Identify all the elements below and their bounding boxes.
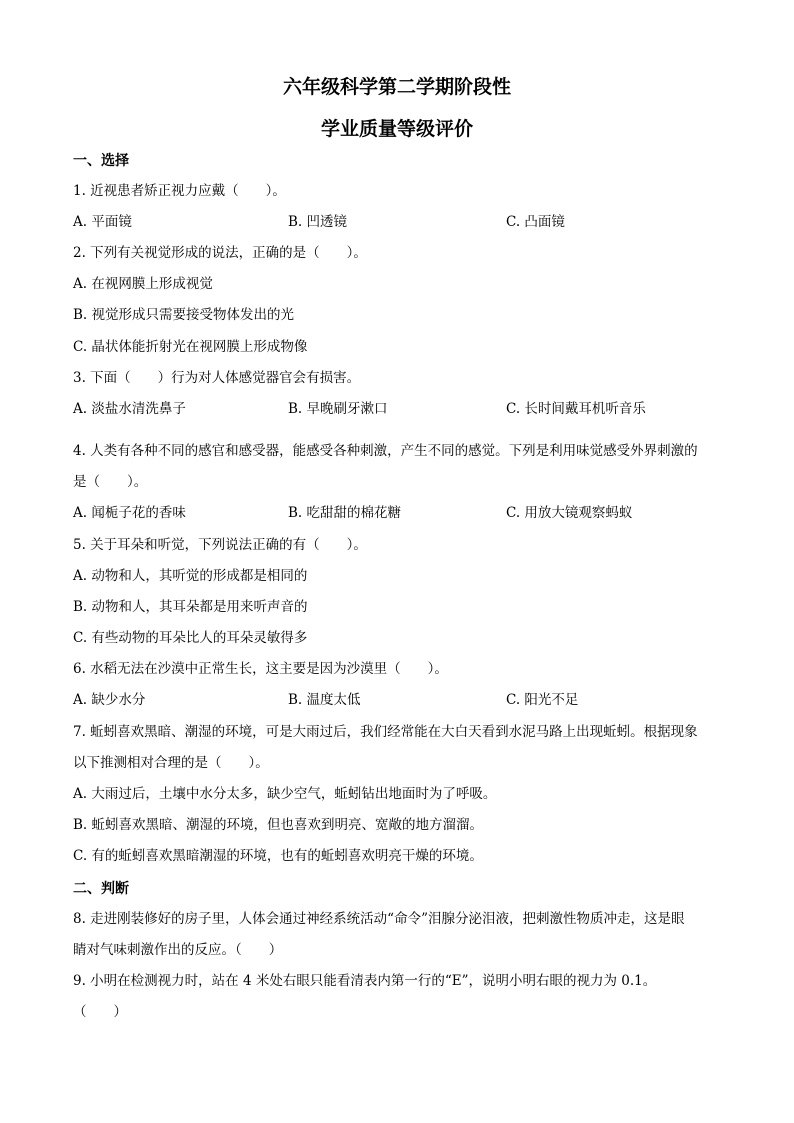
question-3-stem: 3. 下面（ ）行为对人体感觉器官会有损害。 — [73, 370, 361, 386]
question-8-line2: 睛对气味刺激作出的反应。（ ） — [73, 942, 283, 958]
question-6-option-a: A. 缺少水分 — [73, 692, 146, 708]
question-1-option-b: B. 凹透镜 — [288, 214, 348, 230]
question-6-stem: 6. 水稻无法在沙漠中正常生长，这主要是因为沙漠里（ ）。 — [73, 661, 448, 677]
question-4-option-a: A. 闻栀子花的香味 — [73, 505, 186, 521]
page-subtitle: 学业质量等级评价 — [320, 118, 473, 140]
question-7-option-a: A. 大雨过后，土壤中水分太多，缺少空气，蚯蚓钻出地面时为了呼吸。 — [73, 786, 497, 802]
question-7-stem-line1: 7. 蚯蚓喜欢黑暗、潮湿的环境，可是大雨过后，我们经常能在大白天看到水泥马路上出现蚯蚓。根据现象 — [73, 724, 698, 740]
question-2-option-b: B. 视觉形成只需要接受物体发出的光 — [73, 307, 295, 323]
question-9-line2: （ ） — [73, 1004, 127, 1020]
question-4-stem-line2: 是（ ）。 — [73, 474, 148, 490]
page-title: 六年级科学第二学期阶段性 — [282, 76, 511, 98]
question-2-option-a: A. 在视网膜上形成视觉 — [73, 276, 213, 292]
question-3-option-a: A. 淡盐水清洗鼻子 — [73, 401, 186, 417]
question-7-stem-line2: 以下推测相对合理的是（ ）。 — [73, 755, 269, 771]
section-heading-judge: 二、判断 — [73, 881, 129, 897]
question-5-option-c: C. 有些动物的耳朵比人的耳朵灵敏得多 — [73, 630, 308, 646]
question-1-option-a: A. 平面镜 — [73, 214, 132, 230]
question-4-stem-line1: 4. 人类有各种不同的感官和感受器，能感受各种刺激，产生不同的感觉。下列是利用味觉感受外界刺激的 — [73, 443, 698, 459]
question-4-option-c: C. 用放大镜观察蚂蚁 — [506, 505, 633, 521]
question-2-option-c: C. 晶状体能折射光在视网膜上形成物像 — [73, 339, 308, 355]
question-5-option-a: A. 动物和人，其听觉的形成都是相同的 — [73, 568, 308, 584]
question-1-option-c: C. 凸面镜 — [506, 214, 565, 230]
question-9-line1: 9. 小明在检测视力时，站在 4 米处右眼只能看清表内第一行的“E”，说明小明右眼的视力为 0.1。 — [73, 973, 657, 989]
question-8-line1: 8. 走进刚装修好的房子里，人体会通过神经系统活动“命令”泪腺分泌泪液，把刺激性物质冲走，这是眼 — [73, 911, 685, 927]
section-heading-choice: 一、选择 — [73, 153, 129, 169]
question-4-option-b: B. 吃甜甜的棉花糖 — [288, 505, 402, 521]
question-2-stem: 2. 下列有关视觉形成的说法，正确的是（ ）。 — [73, 245, 367, 261]
question-3-option-b: B. 早晚刷牙漱口 — [288, 401, 388, 417]
question-5-stem: 5. 关于耳朵和听觉，下列说法正确的有（ ）。 — [73, 537, 367, 553]
question-5-option-b: B. 动物和人，其耳朵都是用来听声音的 — [73, 599, 308, 615]
question-6-option-c: C. 阳光不足 — [506, 692, 579, 708]
question-7-option-b: B. 蚯蚓喜欢黑暗、潮湿的环境，但也喜欢到明亮、宽敞的地方溜溜。 — [73, 817, 484, 833]
question-3-option-c: C. 长时间戴耳机听音乐 — [506, 401, 646, 417]
question-7-option-c: C. 有的蚯蚓喜欢黑暗潮湿的环境，也有的蚯蚓喜欢明亮干燥的环境。 — [73, 848, 483, 864]
question-6-option-b: B. 温度太低 — [288, 692, 361, 708]
question-1-stem: 1. 近视患者矫正视力应戴（ ）。 — [73, 183, 286, 199]
